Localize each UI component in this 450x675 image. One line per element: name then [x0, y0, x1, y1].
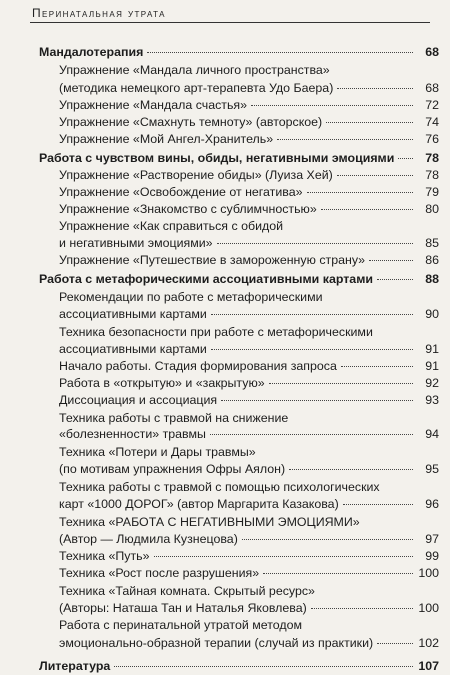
toc-entry	[59, 97, 439, 114]
toc-entry-title: Упражнение «Освобождение от негатива»	[59, 185, 303, 199]
toc-entry	[59, 635, 439, 652]
dot-leader	[263, 573, 413, 574]
dot-leader	[377, 279, 413, 280]
toc-entry-title: Техника работы с травмой с помощью психологических	[59, 480, 380, 494]
toc-entry	[59, 375, 439, 392]
toc-entry	[59, 548, 439, 565]
running-header: Перинатальная утрата	[32, 6, 166, 20]
dot-leader	[398, 158, 413, 159]
dot-leader	[307, 192, 414, 193]
toc-page-number: 95	[425, 462, 439, 476]
toc-page-number: 79	[425, 185, 439, 199]
dot-leader	[269, 383, 413, 384]
toc-page-number: 107	[418, 659, 439, 673]
dot-leader	[221, 400, 413, 401]
toc-entry-title: Техника «Путь»	[59, 549, 150, 563]
dot-leader	[369, 260, 413, 261]
toc-entry	[59, 184, 439, 201]
dot-leader	[211, 349, 413, 350]
toc-page-number: 68	[425, 45, 439, 59]
toc-entry-title: Упражнение «Как справиться с обидой	[59, 219, 284, 233]
toc-section	[39, 271, 439, 288]
toc-entry-title: Упражнение «Смахнуть темноту» (авторское)	[59, 115, 323, 129]
toc-entry	[59, 201, 439, 218]
toc-entry-title: Мандалотерапия	[39, 45, 144, 59]
toc-page-number: 102	[418, 636, 439, 650]
toc-entry-title: ассоциативными картами	[59, 342, 207, 356]
toc-entry	[59, 252, 439, 269]
toc-entry	[59, 426, 439, 443]
toc-page-number: 90	[425, 307, 439, 321]
toc-page-number: 74	[425, 115, 439, 129]
toc-entry-title: (по мотивам упражнения Офры Аялон)	[59, 462, 286, 476]
toc-section	[39, 658, 439, 675]
toc-entry	[59, 514, 439, 531]
dot-leader	[326, 122, 413, 123]
toc-section	[39, 150, 439, 167]
dot-leader	[377, 643, 413, 644]
toc-entry	[59, 617, 439, 634]
toc-entry-title: карт «1000 ДОРОГ» (автор Маргарита Казакова)	[59, 497, 339, 511]
dot-leader	[289, 469, 413, 470]
toc-entry-title: и негативными эмоциями»	[59, 236, 213, 250]
dot-leader	[337, 88, 413, 89]
toc-page-number: 72	[425, 98, 439, 112]
toc-entry-title: Упражнение «Мой Ангел-Хранитель»	[59, 132, 274, 146]
toc-page-number: 88	[425, 272, 439, 286]
toc-entry	[59, 218, 439, 235]
toc-page-number: 91	[425, 342, 439, 356]
toc-entry	[59, 358, 439, 375]
toc-entry-title: «болезненности» травмы	[59, 427, 206, 441]
toc-entry	[59, 583, 439, 600]
toc-entry	[59, 565, 439, 582]
toc-entry	[59, 392, 439, 409]
toc-entry	[59, 114, 439, 131]
toc-entry	[59, 80, 439, 97]
dot-leader	[217, 243, 413, 244]
toc-entry	[59, 600, 439, 617]
toc-entry	[59, 479, 439, 496]
dot-leader	[337, 175, 413, 176]
toc-entry-title: эмоционально-образной терапии (случай из практики)	[59, 636, 374, 650]
toc-entry	[59, 306, 439, 323]
toc-entry-title: Техника «Рост после разрушения»	[59, 566, 260, 580]
toc-entry-title: Рекомендации по работе с метафорическими	[59, 290, 323, 304]
toc-entry-title: Литература	[39, 659, 111, 673]
toc-page-number: 100	[418, 601, 439, 615]
toc-entry-title: Техника «РАБОТА С НЕГАТИВНЫМИ ЭМОЦИЯМИ»	[59, 515, 360, 529]
toc-entry-title: Работа в «открытую» и «закрытую»	[59, 376, 265, 390]
toc-entry	[59, 496, 439, 513]
toc-page-number: 68	[425, 81, 439, 95]
dot-leader	[210, 434, 413, 435]
toc-page-number: 99	[425, 549, 439, 563]
dot-leader	[343, 504, 413, 505]
toc-page-number: 100	[418, 566, 439, 580]
toc-entry-title: Техника работы с травмой на снижение	[59, 411, 289, 425]
toc-entry-title: Начало работы. Стадия формирования запроса	[59, 359, 337, 373]
dot-leader	[277, 139, 413, 140]
toc-entry	[59, 131, 439, 148]
toc-entry	[59, 461, 439, 478]
toc-entry-title: Упражнение «Мандала личного пространства»	[59, 63, 330, 77]
dot-leader	[154, 556, 414, 557]
toc-entry	[59, 341, 439, 358]
dot-leader	[211, 314, 413, 315]
toc-entry-title: Упражнение «Путешествие в замороженную страну»	[59, 253, 366, 267]
toc-entry-title: Упражнение «Растворение обиды» (Луиза Хей)	[59, 168, 333, 182]
toc-entry-title: ассоциативными картами	[59, 307, 207, 321]
toc-entry-title: Работа с перинатальной утратой методом	[59, 618, 303, 632]
toc-page-number: 93	[425, 393, 439, 407]
toc-page-number: 78	[425, 168, 439, 182]
toc-entry	[59, 62, 439, 79]
dot-leader	[114, 666, 413, 667]
dot-leader	[321, 209, 413, 210]
toc-entry	[59, 235, 439, 252]
toc-entry	[59, 324, 439, 341]
toc-entry-title: Техника безопасности при работе с метафорическими	[59, 325, 373, 339]
toc-page-number: 85	[425, 236, 439, 250]
dot-leader	[251, 105, 413, 106]
toc-page-number: 78	[425, 151, 439, 165]
toc-entry-title: Работа с метафорическими ассоциативными картами	[39, 272, 373, 286]
toc-entry-title: Упражнение «Знакомство с сублимчностью»	[59, 202, 317, 216]
dot-leader	[341, 366, 413, 367]
toc-entry-title: Упражнение «Мандала счастья»	[59, 98, 248, 112]
toc-page-number: 91	[425, 359, 439, 373]
toc-entry	[59, 531, 439, 548]
toc-page-number: 97	[425, 532, 439, 546]
toc-entry	[59, 289, 439, 306]
toc-entry-title: Техника «Тайная комната. Скрытый ресурс»	[59, 584, 315, 598]
dot-leader	[242, 539, 413, 540]
toc-entry-title: (методика немецкого арт-терапевта Удо Баера)	[59, 81, 334, 95]
toc-page-number: 94	[425, 427, 439, 441]
toc-page-number: 92	[425, 376, 439, 390]
dot-leader	[311, 608, 413, 609]
toc-entry-title: (Автор — Людмила Кузнецова)	[59, 532, 238, 546]
toc-page-number: 96	[425, 497, 439, 511]
toc-page-number: 86	[425, 253, 439, 267]
toc-entry	[59, 167, 439, 184]
toc-entry-title: (Авторы: Наташа Тан и Наталья Яковлева)	[59, 601, 307, 615]
dot-leader	[147, 52, 413, 53]
header-rule	[30, 22, 430, 23]
toc-page-number: 80	[425, 202, 439, 216]
toc-entry-title: Работа с чувством вины, обиды, негативными эмоциями	[39, 151, 395, 165]
toc-entry	[59, 444, 439, 461]
toc-entry-title: Диссоциация и ассоциация	[59, 393, 218, 407]
toc-entry	[59, 410, 439, 427]
toc-page-number: 76	[425, 132, 439, 146]
toc-entry-title: Техника «Потери и Дары травмы»	[59, 445, 256, 459]
toc-section	[39, 44, 439, 61]
